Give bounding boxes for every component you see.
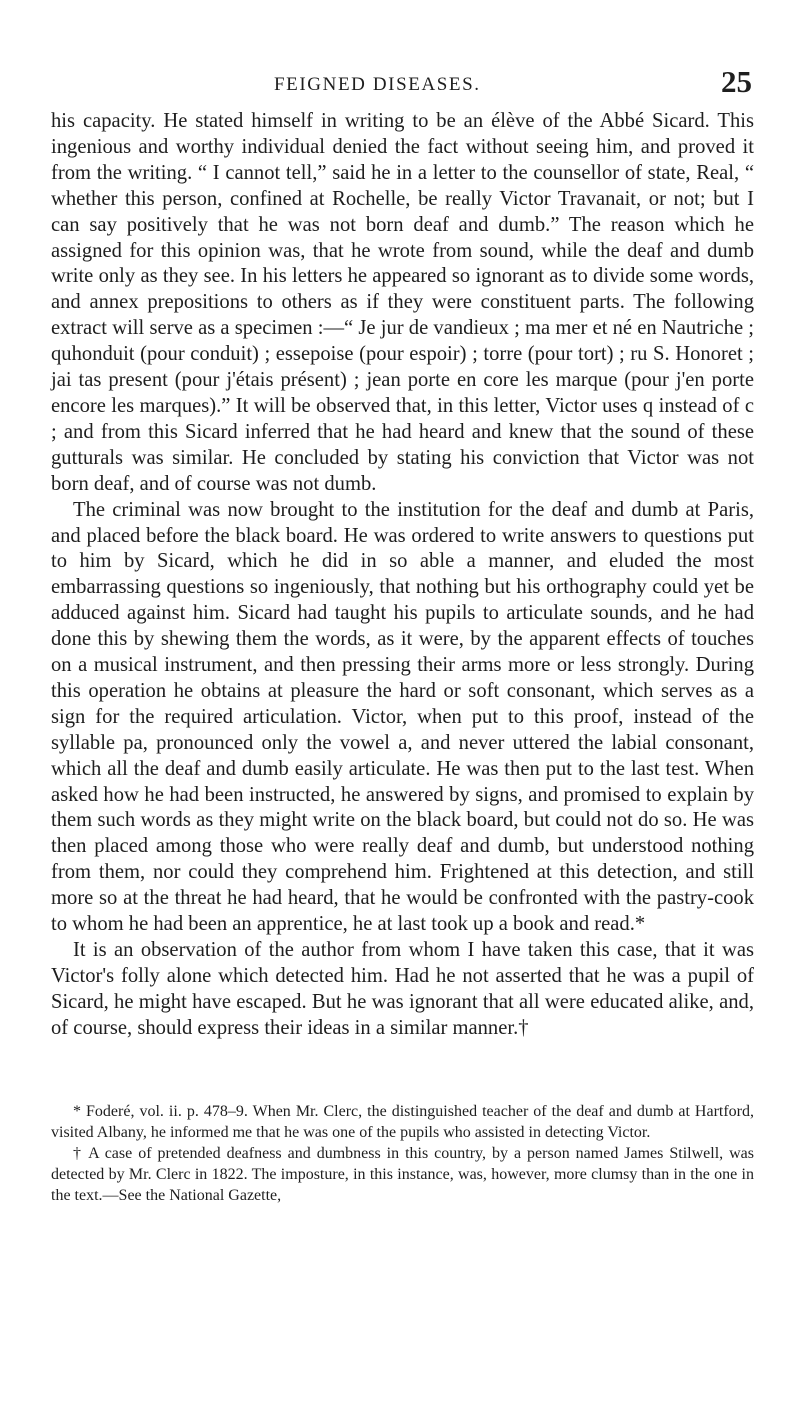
running-head: FEIGNED DISEASES.: [274, 74, 481, 95]
page-number: 25: [721, 64, 752, 99]
footnote-stilwell: † A case of pretended deafness and dumbness in this country, by a person named James Stilwell, was detected by Mr. Clerc in 1822. The imposture, in this instance, was, however, more clumsy than in the one in the text.—See the National Gazette,: [51, 1145, 754, 1204]
footnotes: [51, 1101, 754, 1206]
footnote-foderé: * Foderé, vol. ii. p. 478–9. When Mr. Clerc, the distinguished teacher of the deaf and dumb at Hartford, visited Albany, he informed me that he was one of the pupils who assisted in detecting Victor.: [51, 1103, 754, 1141]
paragraph-continuation: his capacity. He stated himself in writing to be an élève of the Abbé Sicard. This ingenious and worthy individual denied the fact without seeing him, and proved it from the writing. “ I cannot tell,” said he in a letter to the counsellor of state, Real, “ whether this person, confined at Rochelle, be really Victor Travanait, or not; but I can say positively that he was not born deaf and dumb.” The reason which he assigned for this opinion was, that he wrote from sound, while the deaf and dumb write only as they see. In his letters he appeared so ignorant as to divide some words, and annex prepositions to others as if they were constituent parts. The following extract will serve as a specimen :—“ Je jur de vandieux ; ma mer et né en Nautriche ; quhonduit (pour conduit) ; essepoise (pour espoir) ; torre (pour tort) ; ru S. Honoret ; jai tas present (pour j'étais présent) ; jean porte en core les marque (pour j'en porte encore les marques).” It will be observed that, in this letter, Victor uses q instead of c ; and from this Sicard inferred that he had heard and knew that the sound of these gutturals was similar. He concluded by stating his conviction that Victor was not born deaf, and of course was not dumb.: [51, 110, 754, 495]
body-text: [51, 109, 754, 1042]
paragraph-observation: It is an observation of the author from whom I have taken this case, that it was Victor's folly alone which detected him. Had he not asserted that he was a pupil of Sicard, he might have escaped. But he was ignorant that all were educated alike, and, of course, should express their ideas in a similar manner.†: [51, 939, 754, 1039]
page-header: [264, 64, 752, 104]
paragraph-institution: The criminal was now brought to the institution for the deaf and dumb at Paris, and placed before the black board. He was ordered to write answers to questions put to him by Sicard, which he did in so able a manner, and eluded the most embarrassing questions so ingeniously, that nothing but his orthography could yet be adduced against him. Sicard had taught his pupils to articulate sounds, and he had done this by shewing them the words, as it were, by the apparent effects of touches on a musical instrument, and then pressing their arms more or less strongly. During this operation he obtains at pleasure the hard or soft consonant, which serves as a sign for the required articulation. Victor, when put to this proof, instead of the syllable pa, pronounced only the vowel a, and never uttered the labial consonant, which all the deaf and dumb easily articulate. He was then put to the last test. When asked how he had been instructed, he answered by signs, and promised to explain by them such words as they might write on the black board, but could not do so. He was then placed among those who were really deaf and dumb, but understood nothing from them, nor could they comprehend him. Frightened at this detection, and still more so at the threat he had heard, that he would be confronted with the pastry-cook to whom he had been an apprentice, he at last took up a book and read.*: [51, 498, 754, 936]
